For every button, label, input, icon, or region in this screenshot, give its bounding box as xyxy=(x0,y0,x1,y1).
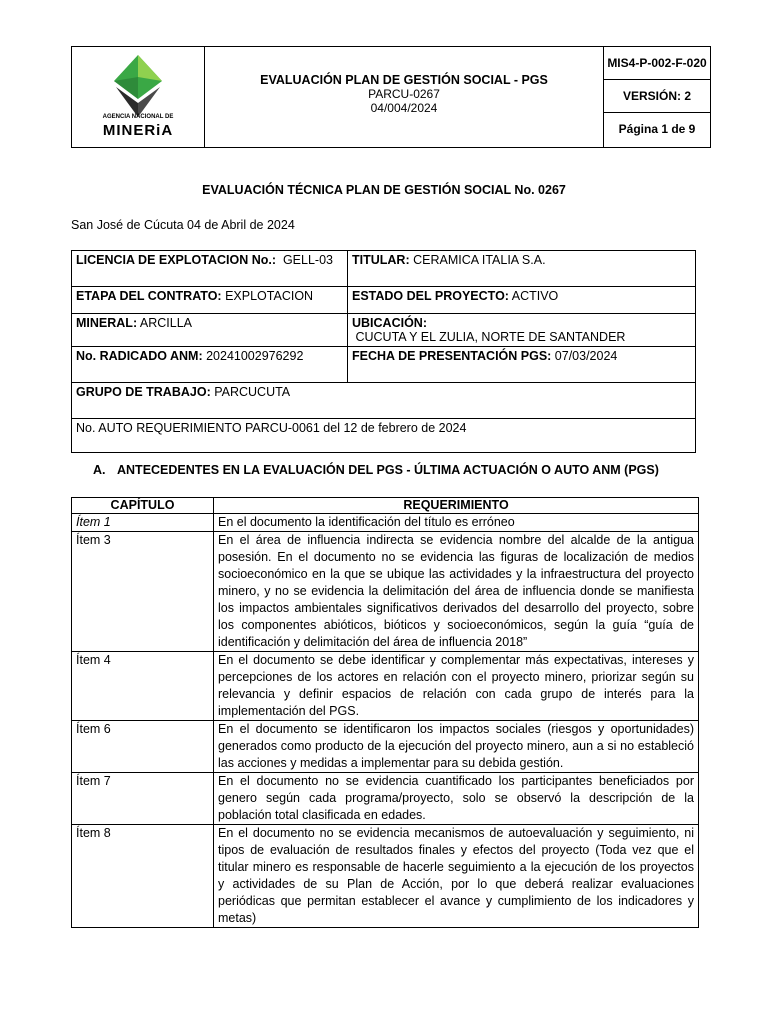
fecha-cell xyxy=(348,347,696,383)
table-row xyxy=(72,721,699,773)
estado-value: ACTIVO xyxy=(508,289,559,303)
requirements-table xyxy=(71,497,699,928)
etapa-value: EXPLOTACION xyxy=(221,289,314,303)
etapa-label: ETAPA DEL CONTRATO: xyxy=(76,289,222,303)
requirement-cell: En el documento se debe identificar y complementar más expectativas, intereses y percepciones de los actores en relación con el proyecto minero, priorizar según su relevancia y definir espacios de relación con cada grupo de interés para la implementación del PGS. xyxy=(214,652,699,721)
chapter-cell: Ítem 3 xyxy=(72,532,214,652)
radicado-cell xyxy=(72,347,348,383)
table-row xyxy=(72,773,699,825)
document-header xyxy=(71,46,711,148)
ubicacion-label: UBICACIÓN: xyxy=(352,316,427,330)
logo-cell xyxy=(72,47,205,147)
document-title: EVALUACIÓN TÉCNICA PLAN DE GESTIÓN SOCIAL No. 0267 xyxy=(202,183,566,197)
table-row xyxy=(72,514,699,532)
grupo-cell xyxy=(72,383,696,419)
header-title: EVALUACIÓN PLAN DE GESTIÓN SOCIAL - PGS xyxy=(260,73,548,87)
mineral-value: ARCILLA xyxy=(137,316,192,330)
header-code: PARCU-0267 xyxy=(368,87,440,101)
section-a-title: ANTECEDENTES EN LA EVALUACIÓN DEL PGS - ÚLTIMA ACTUACIÓN O AUTO ANM (PGS) xyxy=(117,463,659,477)
chapter-cell: Ítem 8 xyxy=(72,825,214,928)
logo-text-line2: MINERiA xyxy=(102,122,174,139)
logo-text-line1: AGENCIA NACIONAL DE xyxy=(102,114,174,120)
estado-cell xyxy=(348,287,696,314)
fecha-value: 07/03/2024 xyxy=(551,349,618,363)
col-chapter-header: CAPÍTULO xyxy=(72,498,214,514)
table-row xyxy=(72,652,699,721)
radicado-label: No. RADICADO ANM: xyxy=(76,349,203,363)
form-code: MIS4-P-002-F-020 xyxy=(604,47,710,80)
version: VERSIÓN: 2 xyxy=(604,80,710,113)
chapter-cell: Ítem 4 xyxy=(72,652,214,721)
table-row xyxy=(72,532,699,652)
chapter-cell: Ítem 6 xyxy=(72,721,214,773)
place-date: San José de Cúcuta 04 de Abril de 2024 xyxy=(71,218,295,232)
licencia-value: GELL-03 xyxy=(276,253,333,267)
estado-label: ESTADO DEL PROYECTO: xyxy=(352,289,509,303)
licencia-cell xyxy=(72,251,348,287)
titular-label: TITULAR: xyxy=(352,253,410,267)
info-table xyxy=(71,250,696,453)
requirement-cell: En el área de influencia indirecta se evidencia nombre del alcalde de la antigua posesión. En el documento no se evidencia las figuras de localización de medios socioeconómico en la que se ubique las actividades y la infraestructura del proyecto minero, y no se evidencia la delimitación del área de influencia donde se manifiesta los impactos ambientales significativos derivados del desarrollo del proyecto, sobre los componentes abióticos, bióticos y socioeconómicos, según la guía “guía de identificación y delimitación del área de influencia 2018” xyxy=(214,532,699,652)
titular-cell xyxy=(348,251,696,287)
titular-value: CERAMICA ITALIA S.A. xyxy=(409,253,546,267)
licencia-label: LICENCIA DE EXPLOTACION No.: xyxy=(76,253,276,267)
col-requirement-header: REQUERIMIENTO xyxy=(214,498,699,514)
chapter-cell: Ítem 1 xyxy=(72,514,214,532)
requirement-cell: En el documento no se evidencia mecanismos de autoevaluación y seguimiento, ni tipos de evaluación de resultados finales y efectos del proyecto (Toda vez que el titular minero es responsable de hacerle seguimiento a la ejecución de los proyectos y actividades de su Plan de Acción, por lo que deberá realizar evaluaciones periódicas que permitan establecer el avance y cumplimiento de los indicadores y metas) xyxy=(214,825,699,928)
mineral-label: MINERAL: xyxy=(76,316,138,330)
ubicacion-value: CUCUTA Y EL ZULIA, NORTE DE SANTANDER xyxy=(352,330,626,344)
fecha-label: FECHA DE PRESENTACIÓN PGS: xyxy=(352,349,552,363)
auto-cell xyxy=(72,419,696,453)
section-a-heading xyxy=(93,463,659,477)
table-row xyxy=(72,825,699,928)
header-date: 04/004/2024 xyxy=(370,101,438,115)
grupo-value: PARCUCUTA xyxy=(210,385,291,399)
page-number: Página 1 de 9 xyxy=(618,122,696,136)
requirement-cell: En el documento no se evidencia cuantificado los participantes beneficiados por genero según cada programa/proyecto, solo se observó la descripción de la población total clasificada en edades. xyxy=(214,773,699,825)
section-a-number: A. xyxy=(93,463,106,477)
ubicacion-cell xyxy=(348,314,696,347)
etapa-cell xyxy=(72,287,348,314)
chapter-cell: Ítem 7 xyxy=(72,773,214,825)
header-meta-cell xyxy=(604,47,710,147)
header-title-cell xyxy=(205,47,604,147)
table-header-row xyxy=(72,498,699,514)
requirement-cell: En el documento se identificaron los impactos sociales (riesgos y oportunidades) generados como producto de la ejecución del proyecto minero, aun a si no estableció las acciones y medidas a implementar para su debida gestión. xyxy=(214,721,699,773)
auto-text: No. AUTO REQUERIMIENTO PARCU-0061 del 12 de febrero de 2024 xyxy=(76,421,467,435)
grupo-label: GRUPO DE TRABAJO: xyxy=(76,385,211,399)
radicado-value: 20241002976292 xyxy=(202,349,304,363)
mineral-cell xyxy=(72,314,348,347)
requirement-cell: En el documento la identificación del título es erróneo xyxy=(214,514,699,532)
